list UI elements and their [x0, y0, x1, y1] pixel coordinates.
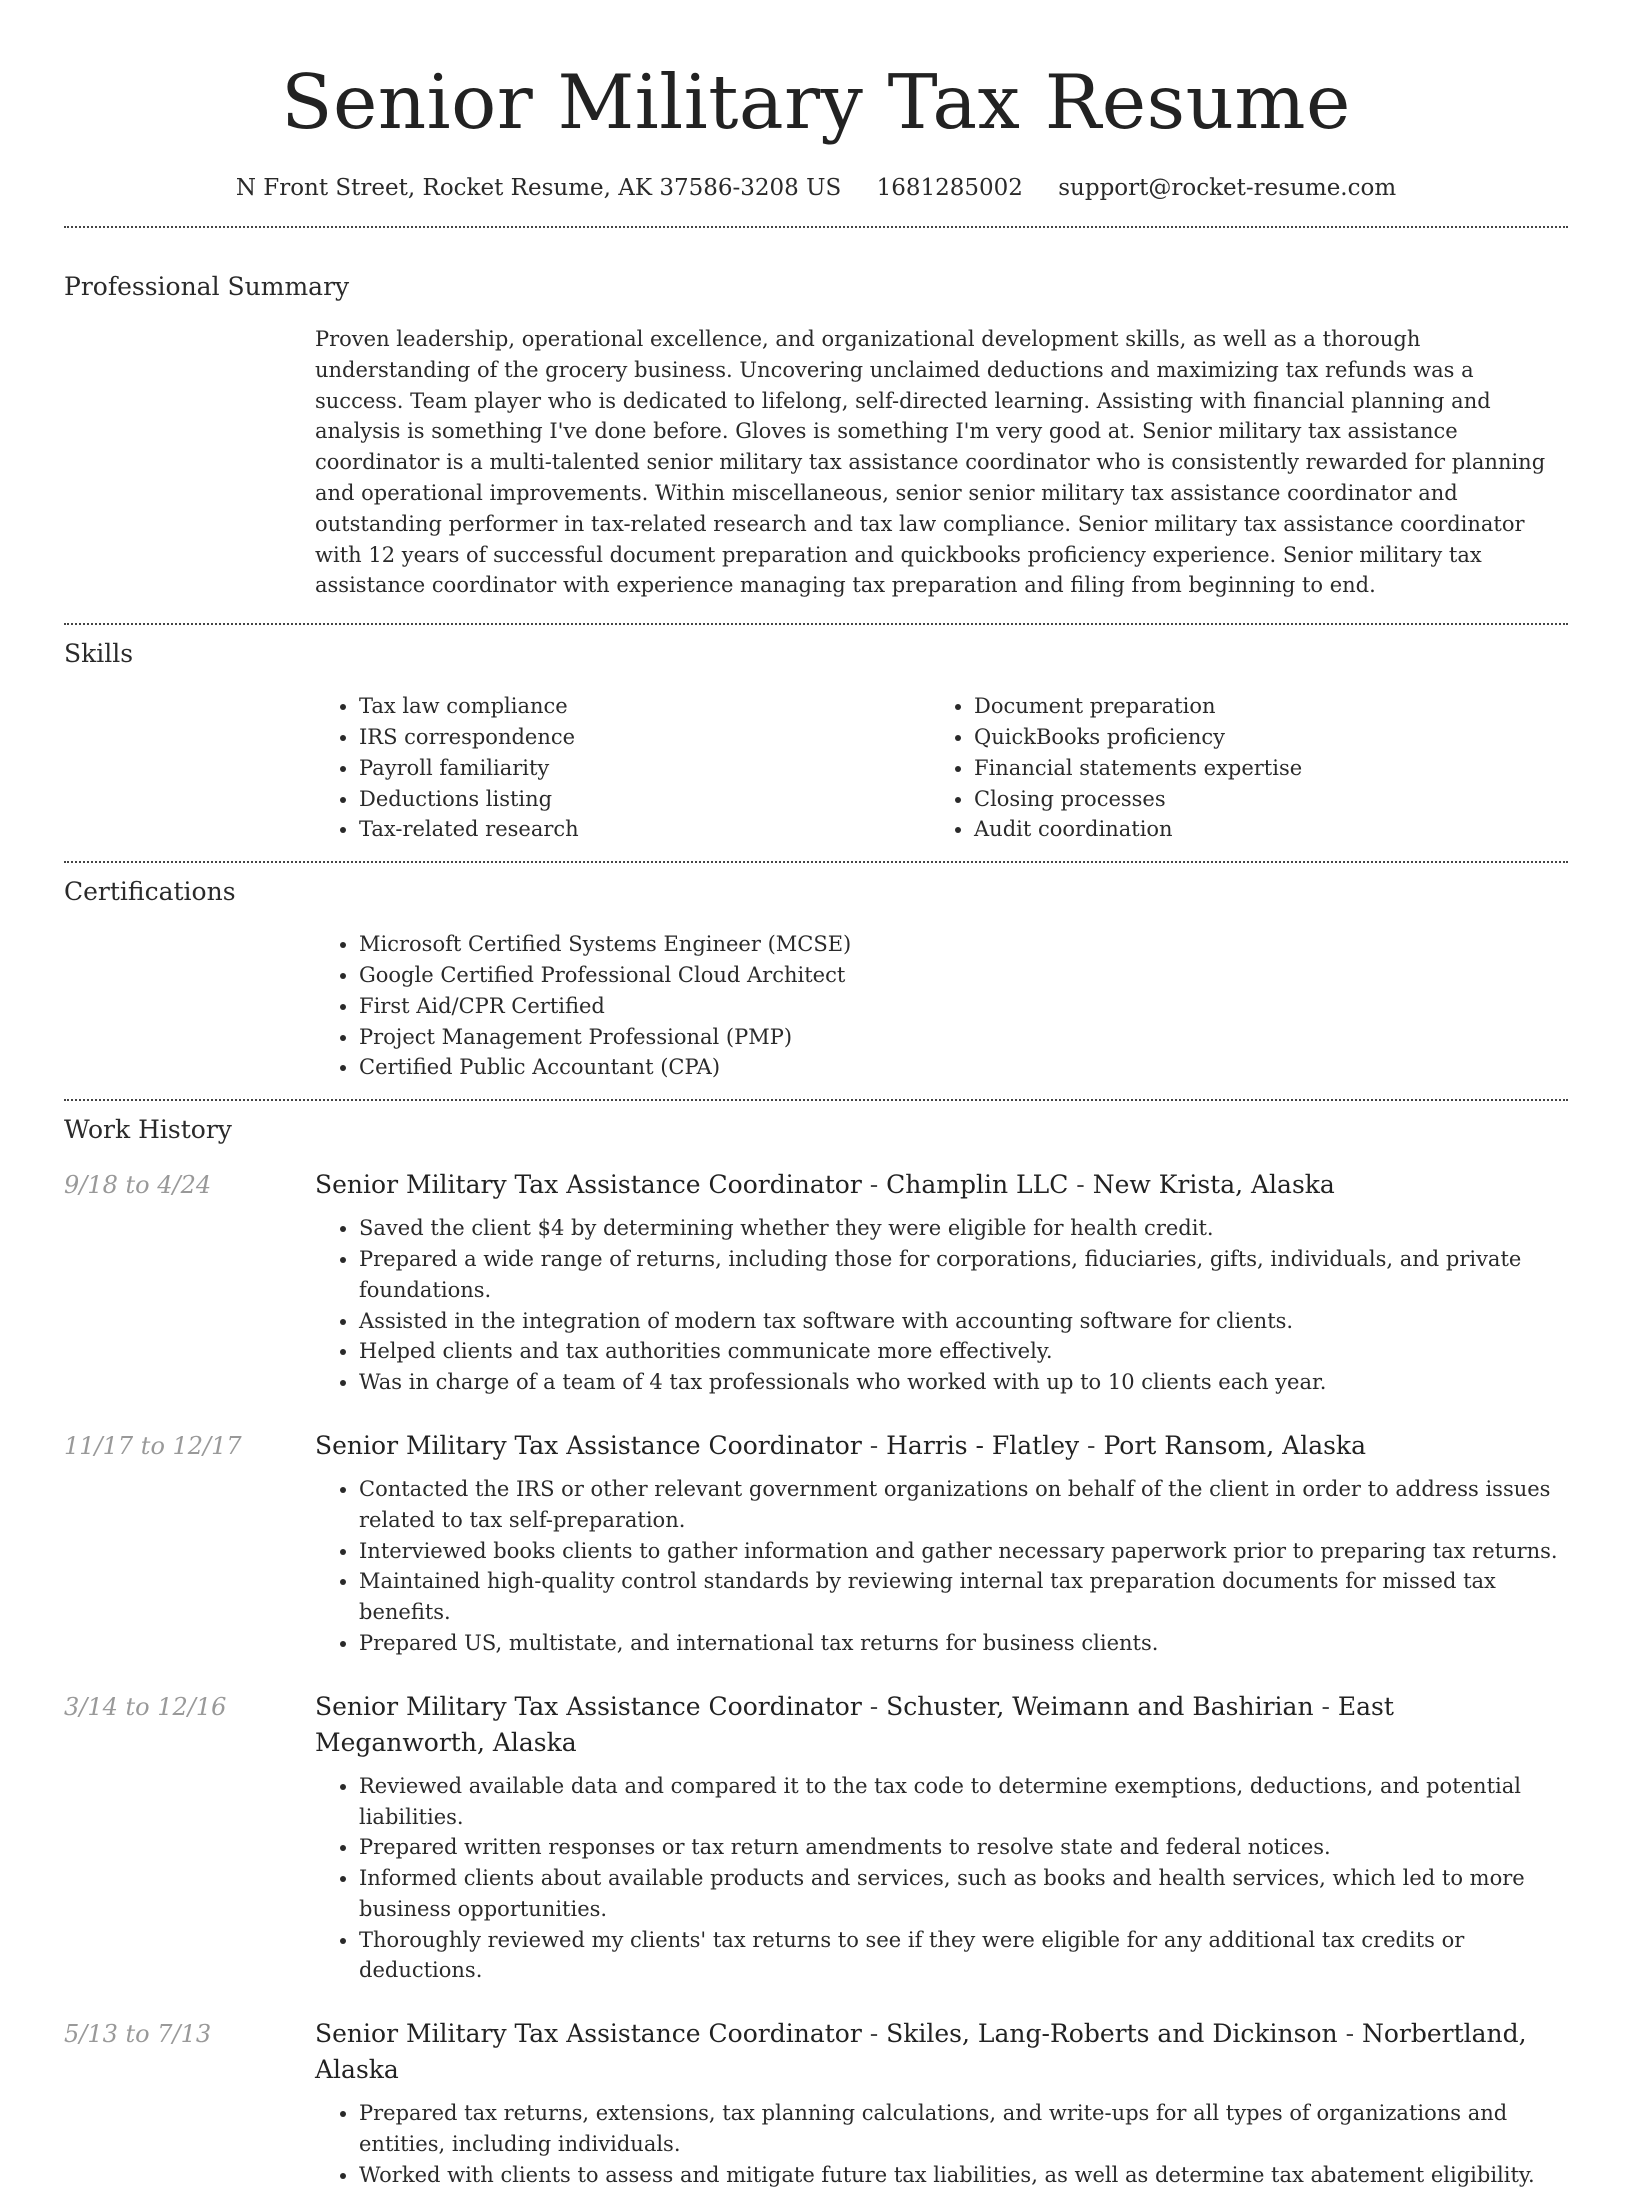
job-content — [315, 1428, 1568, 1659]
job-location: Port Ransom, Alaska — [1103, 1430, 1366, 1460]
skills-grid — [315, 691, 1568, 845]
certifications-list — [315, 929, 1568, 1083]
job-bullets — [315, 2098, 1568, 2190]
job-bullet: • Worked with clients to assess and mitigate future tax liabilities, as well as determine tax abatement eligibility. — [359, 2160, 1568, 2191]
job-role: Senior Military Tax Assistance Coordinator — [315, 1430, 862, 1460]
skills-column-left — [315, 691, 930, 845]
certifications-heading: Certifications — [64, 877, 236, 907]
job-entry — [64, 2016, 1568, 2190]
job-entry — [64, 1689, 1568, 1987]
skill-item: • Payroll familiarity — [359, 753, 930, 784]
summary-text: Proven leadership, operational excellence, and organizational development skills, as well as a thorough understanding of the grocery business. Uncovering unclaimed deductions and maximizing tax refunds was a success. Team player who is dedicated to lifelong, self-directed learning. Assisting with financial planning and analysis is something I've done before. Gloves is something I'm very good at. Senior military tax assistance coordinator is a multi-talented senior military tax assistance coordinator who is consistently rewarded for planning and operational improvements. Within miscellaneous, senior senior military tax assistance coordinator and outstanding performer in tax-related research and tax law compliance. Senior military tax assistance coordinator with 12 years of successful document preparation and quickbooks proficiency experience. Senior military tax assistance coordinator with experience managing tax preparation and filing from beginning to end. — [315, 327, 1546, 598]
job-role: Senior Military Tax Assistance Coordinator — [315, 1170, 862, 1200]
certifications-section — [64, 863, 1568, 1083]
skill-item: • Tax-related research — [359, 814, 930, 845]
job-bullet: • Was in charge of a team of 4 tax professionals who worked with up to 10 clients each year. — [359, 1367, 1568, 1398]
job-dates: 5/13 to 7/13 — [64, 2020, 212, 2049]
job-location: Norbertland, Alaska — [315, 2019, 1527, 2085]
job-dates: 9/18 to 4/24 — [64, 1171, 212, 1200]
job-bullet: • Prepared a wide range of returns, including those for corporations, fiduciaries, gifts, individuals, and private foundations. — [359, 1244, 1568, 1306]
job-dates: 11/17 to 12/17 — [64, 1431, 242, 1460]
work-history-heading: Work History — [64, 1115, 232, 1145]
job-bullet: • Reviewed available data and compared it to the tax code to determine exemptions, deductions, and potential liabilities. — [359, 1771, 1568, 1833]
certification-item: • Microsoft Certified Systems Engineer (MCSE) — [359, 929, 1568, 960]
skill-item: • Closing processes — [974, 784, 1545, 815]
job-content — [315, 1689, 1568, 1987]
job-bullet: • Informed clients about available products and services, such as books and health services, which led to more business opportunities. — [359, 1863, 1568, 1925]
job-content — [315, 1167, 1568, 1398]
resume-title: Senior Military Tax Resume — [281, 58, 1351, 146]
summary-content — [315, 324, 1568, 601]
resume-page — [64, 0, 1568, 2191]
certification-item: • Project Management Professional (PMP) — [359, 1022, 1568, 1053]
job-role: Senior Military Tax Assistance Coordinator — [315, 2019, 862, 2049]
skill-item: • Audit coordination — [974, 814, 1545, 845]
certification-item: • Google Certified Professional Cloud Architect — [359, 960, 1568, 991]
job-role: Senior Military Tax Assistance Coordinator — [315, 1691, 862, 1721]
job-heading: Senior Military Tax Assistance Coordinator - Harris - Flatley - Port Ransom, Alaska — [315, 1430, 1366, 1460]
job-bullet: • Prepared written responses or tax return amendments to resolve state and federal notices. — [359, 1832, 1568, 1863]
certification-item: • Certified Public Accountant (CPA) — [359, 1052, 1568, 1083]
job-company: Skiles, Lang-Roberts and Dickinson — [886, 2019, 1338, 2049]
contact-email: support@rocket-resume.com — [1058, 175, 1397, 201]
skill-item: • Document preparation — [974, 691, 1545, 722]
summary-section — [64, 228, 1568, 601]
job-company: Harris - Flatley — [886, 1430, 1080, 1460]
job-bullets — [315, 1213, 1568, 1398]
skill-item: • Deductions listing — [359, 784, 930, 815]
skill-item: • Financial statements expertise — [974, 753, 1545, 784]
skills-heading: Skills — [64, 639, 134, 669]
skill-item: • QuickBooks proficiency — [974, 722, 1545, 753]
job-heading: Senior Military Tax Assistance Coordinator - Champlin LLC - New Krista, Alaska — [315, 1170, 1335, 1200]
summary-heading: Professional Summary — [64, 272, 350, 301]
skill-item: • Tax law compliance — [359, 691, 930, 722]
job-bullet: • Thoroughly reviewed my clients' tax returns to see if they were eligible for any additional tax credits or deductions. — [359, 1925, 1568, 1987]
contact-phone: 1681285002 — [876, 175, 1023, 201]
work-history-section — [64, 1101, 1568, 2191]
job-heading: Senior Military Tax Assistance Coordinator - Skiles, Lang-Roberts and Dickinson - Norbertland, Alaska — [315, 2019, 1527, 2085]
skill-item: • IRS correspondence — [359, 722, 930, 753]
job-bullet: • Maintained high-quality control standards by reviewing internal tax preparation documents for missed tax benefits. — [359, 1566, 1568, 1628]
job-bullet: • Interviewed books clients to gather information and gather necessary paperwork prior to preparing tax returns. — [359, 1536, 1568, 1567]
certification-item: • First Aid/CPR Certified — [359, 991, 1568, 1022]
job-location: New Krista, Alaska — [1092, 1170, 1335, 1200]
contact-address: N Front Street, Rocket Resume, AK 37586-3208 US — [235, 175, 842, 201]
job-bullet: • Prepared tax returns, extensions, tax planning calculations, and write-ups for all types of organizations and entities, including individuals. — [359, 2098, 1568, 2160]
job-company: Schuster, Weimann and Bashirian — [886, 1691, 1314, 1721]
job-location: East Meganworth, Alaska — [315, 1691, 1394, 1757]
job-bullet: • Helped clients and tax authorities communicate more effectively. — [359, 1336, 1568, 1367]
job-company: Champlin LLC — [886, 1170, 1069, 1200]
job-bullet: • Assisted in the integration of modern tax software with accounting software for clients. — [359, 1306, 1568, 1337]
job-entry — [64, 1428, 1568, 1659]
job-bullets — [315, 1771, 1568, 1987]
skills-list-left — [315, 691, 930, 845]
contact-line — [64, 171, 1568, 205]
job-entry — [64, 1167, 1568, 1398]
job-bullet: • Prepared US, multistate, and international tax returns for business clients. — [359, 1628, 1568, 1659]
skills-column-right — [930, 691, 1545, 845]
job-dates: 3/14 to 12/16 — [64, 1692, 227, 1721]
job-bullet: • Contacted the IRS or other relevant government organizations on behalf of the client in order to address issues related to tax self-preparation. — [359, 1474, 1568, 1536]
job-heading: Senior Military Tax Assistance Coordinator - Schuster, Weimann and Bashirian - East Meganworth, Alaska — [315, 1691, 1394, 1757]
job-bullet: • Saved the client $4 by determining whether they were eligible for health credit. — [359, 1213, 1568, 1244]
job-bullets — [315, 1474, 1568, 1659]
skills-section — [64, 625, 1568, 845]
job-content — [315, 2016, 1568, 2190]
certifications-content — [315, 929, 1568, 1083]
skills-list-right — [930, 691, 1545, 845]
